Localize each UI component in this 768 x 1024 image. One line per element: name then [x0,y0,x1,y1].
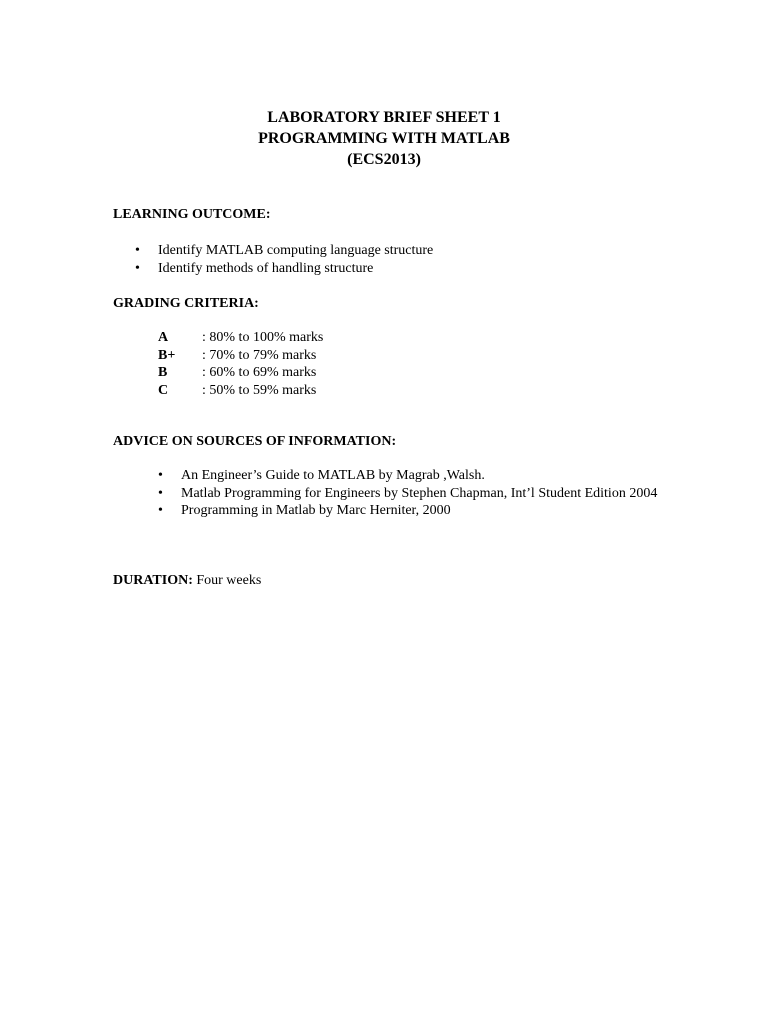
duration-value: Four weeks [196,573,262,588]
document-title [0,107,768,170]
grading-criteria-heading: GRADING CRITERIA: [113,296,259,311]
grade-row [158,347,323,365]
duration-line [113,572,261,590]
grade-letter: C [158,382,169,398]
grade-letter: B+ [158,347,176,363]
grade-range: : 80% to 100% marks [202,330,324,345]
list-item-text: Identify MATLAB computing language structure [158,243,434,258]
grade-letter: B [158,365,168,380]
bullet-icon: • [135,261,140,276]
title-line-1: LABORATORY BRIEF SHEET 1 [267,109,501,126]
learning-outcome-list [135,242,433,278]
grade-row [158,382,323,400]
bullet-icon: • [135,243,140,258]
sources-list [158,467,678,520]
bullet-icon: • [158,468,163,483]
list-item [135,260,433,278]
title-line-2: PROGRAMMING WITH MATLAB [258,130,510,147]
learning-outcome-heading: LEARNING OUTCOME: [113,207,271,222]
duration-label: DURATION: [113,573,193,588]
sources-heading: ADVICE ON SOURCES OF INFORMATION: [113,434,397,449]
list-item [158,467,678,485]
grade-row [158,364,323,382]
list-item-text: Identify methods of handling structure [158,261,374,276]
grade-range: : 70% to 79% marks [202,347,317,363]
bullet-icon: • [158,485,163,501]
grade-letter: A [158,330,169,345]
source-text: An Engineer’s Guide to MATLAB by Magrab ,Walsh. [181,468,485,483]
grade-range: : 50% to 59% marks [202,382,317,398]
grading-table [158,329,323,399]
source-text: Matlab Programming for Engineers by Stephen Chapman, Int’l Student Edition 2004 [181,485,658,501]
list-item [135,242,433,260]
title-line-3: (ECS2013) [347,151,421,168]
list-item [158,502,678,520]
list-item [158,485,678,503]
source-text: Programming in Matlab by Marc Herniter, 2000 [181,503,451,518]
bullet-icon: • [158,503,163,518]
grade-row [158,329,323,347]
grade-range: : 60% to 69% marks [202,365,317,380]
